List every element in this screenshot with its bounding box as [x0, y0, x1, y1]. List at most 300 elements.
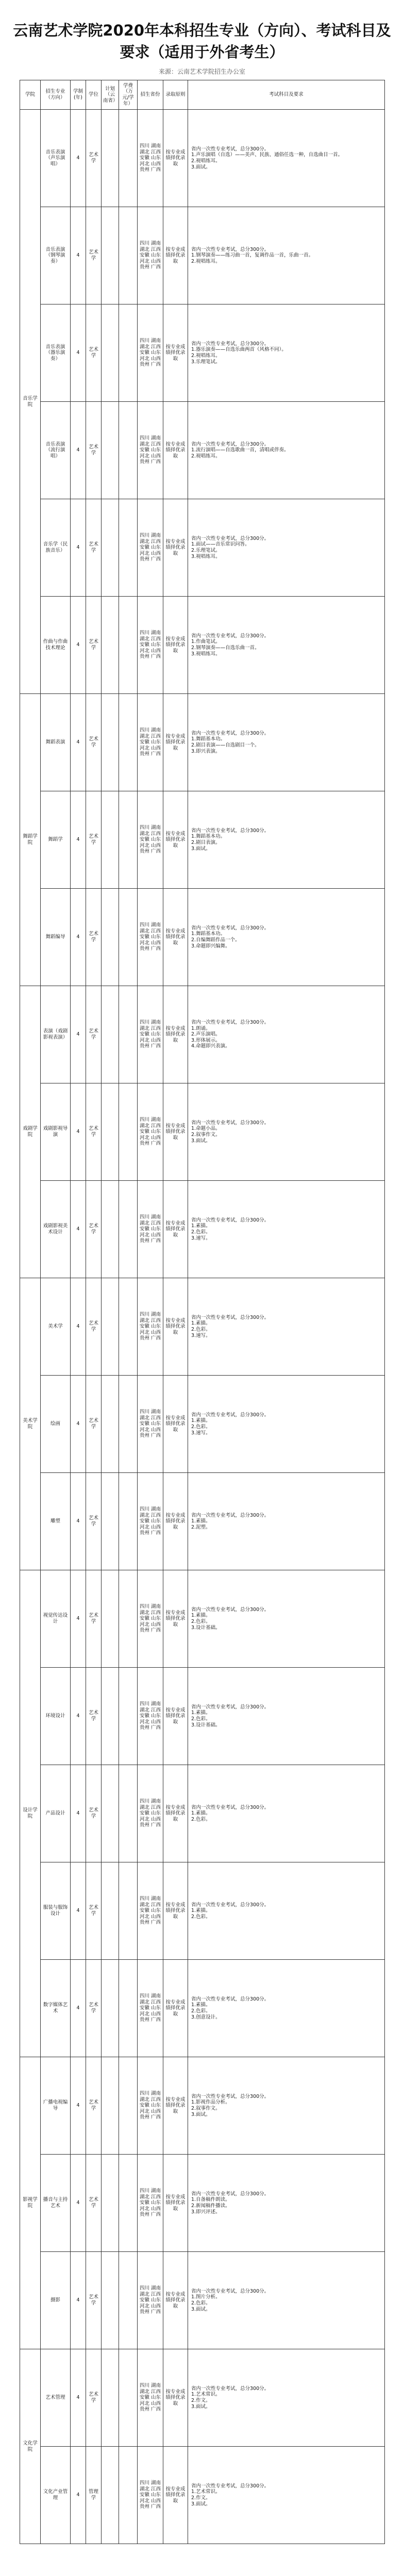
fee-cell — [119, 1278, 138, 1376]
requirement-line: 1.流行演唱——自选歌曲一首，清唱或伴奏。 — [191, 447, 289, 453]
plan-cell — [102, 2155, 119, 2252]
degree-cell: 艺术学 — [86, 597, 102, 694]
college-cell: 美术学院 — [20, 1278, 41, 1570]
plan-cell — [102, 1862, 119, 1960]
table-row — [20, 597, 385, 694]
table-row — [20, 1765, 385, 1862]
college-cell: 影视学院 — [20, 2057, 41, 2349]
fee-cell — [119, 110, 138, 207]
requirement-line: 2.色彩。 — [191, 1424, 211, 1430]
requirement-line: 2.新闻稿件播读。 — [191, 2203, 230, 2209]
requirement-line: 1.作曲笔试。 — [191, 639, 221, 645]
principle-cell: 按专业成绩择优录取 — [163, 2252, 188, 2349]
requirement-line: 2.剧目表演——自选剧目一个。 — [191, 742, 260, 748]
provinces-cell: 四川 湖南 湖北 江西 安徽 山东 河北 山西 贵州 广西 — [138, 1473, 163, 1570]
plan-cell — [102, 986, 119, 1083]
degree-cell: 艺术学 — [86, 694, 102, 791]
table-row — [20, 304, 385, 402]
provinces-cell: 四川 湖南 湖北 江西 安徽 山东 河北 山西 贵州 广西 — [138, 2057, 163, 2155]
years-cell: 4 — [71, 402, 86, 499]
principle-cell: 按专业成绩择优录取 — [163, 2155, 188, 2252]
degree-cell: 艺术学 — [86, 1083, 102, 1181]
column-header: 招生省份 — [138, 80, 163, 110]
requirement-line: 1.素描。 — [191, 1810, 211, 1817]
requirement-line: 1.声乐演唱（自选）——美声、民族、通俗任选一种，自选曲目一首。 — [191, 152, 343, 158]
table-row — [20, 1376, 385, 1473]
major-cell: 戏剧影视美术设计 — [41, 1181, 71, 1278]
fee-cell — [119, 889, 138, 986]
degree-cell: 艺术学 — [86, 1570, 102, 1668]
years-cell: 4 — [71, 1765, 86, 1862]
requirement-line: 省内一次性专业考试，总分300分。 — [191, 730, 270, 736]
requirement-line: 1.舞蹈基本功。 — [191, 834, 226, 840]
degree-cell: 艺术学 — [86, 889, 102, 986]
requirement-line: 3.速写。 — [191, 1430, 211, 1436]
column-header: 学院 — [20, 80, 41, 110]
table-row — [20, 499, 385, 597]
plan-cell — [102, 2349, 119, 2447]
degree-cell: 艺术学 — [86, 2057, 102, 2155]
requirement-line: 2.色彩。 — [191, 2300, 211, 2306]
requirements-cell — [188, 499, 385, 597]
provinces-cell: 四川 湖南 湖北 江西 安徽 山东 河北 山西 贵州 广西 — [138, 499, 163, 597]
major-cell: 广播电视编导 — [41, 2057, 71, 2155]
degree-cell: 艺术学 — [86, 1862, 102, 1960]
table-row — [20, 402, 385, 499]
degree-cell: 艺术学 — [86, 304, 102, 402]
years-cell: 4 — [71, 2252, 86, 2349]
table-row — [20, 1278, 385, 1376]
provinces-cell: 四川 湖南 湖北 江西 安徽 山东 河北 山西 贵州 广西 — [138, 1960, 163, 2057]
years-cell: 4 — [71, 986, 86, 1083]
fee-cell — [119, 1960, 138, 2057]
source-line: 来源：云南艺术学院招生办公室 — [158, 68, 245, 75]
requirements-cell — [188, 2447, 385, 2544]
years-cell: 4 — [71, 499, 86, 597]
degree-cell: 艺术学 — [86, 1278, 102, 1376]
years-cell: 4 — [71, 597, 86, 694]
major-cell: 雕塑 — [41, 1473, 71, 1570]
principle-cell: 按专业成绩择优录取 — [163, 1570, 188, 1668]
requirements-cell — [188, 1083, 385, 1181]
principle-cell: 按专业成绩择优录取 — [163, 110, 188, 207]
principle-cell: 按专业成绩择优录取 — [163, 1181, 188, 1278]
requirements-cell — [188, 1862, 385, 1960]
requirement-line: 3.命题即兴编舞。 — [191, 943, 230, 949]
requirement-line: 1.命题小品。 — [191, 1126, 221, 1132]
fee-cell — [119, 1570, 138, 1668]
years-cell: 4 — [71, 207, 86, 304]
requirement-line: 3.视唱练耳。 — [191, 553, 221, 560]
provinces-cell: 四川 湖南 湖北 江西 安徽 山东 河北 山西 贵州 广西 — [138, 889, 163, 986]
requirement-line: 3.即兴评述。 — [191, 2209, 221, 2215]
fee-cell — [119, 2057, 138, 2155]
requirement-line: 3.面试。 — [191, 1138, 211, 1144]
requirement-line: 3.创意设计。 — [191, 2014, 221, 2020]
requirements-cell — [188, 889, 385, 986]
column-header: 考试科目及要求 — [188, 80, 385, 110]
table-row — [20, 1181, 385, 1278]
fee-cell — [119, 2252, 138, 2349]
degree-cell: 艺术学 — [86, 1376, 102, 1473]
requirement-line: 1.素描。 — [191, 1223, 211, 1229]
principle-cell: 按专业成绩择优录取 — [163, 402, 188, 499]
requirement-line: 省内一次性专业考试，总分300分。 — [191, 2385, 270, 2392]
years-cell: 4 — [71, 110, 86, 207]
requirements-cell — [188, 1765, 385, 1862]
requirement-line: 2.叙事作文。 — [191, 1132, 221, 1138]
provinces-cell: 四川 湖南 湖北 江西 安徽 山东 河北 山西 贵州 广西 — [138, 2252, 163, 2349]
years-cell: 4 — [71, 1376, 86, 1473]
major-cell: 音乐表演（流行演唱） — [41, 402, 71, 499]
major-cell: 播音与主持艺术 — [41, 2155, 71, 2252]
requirements-cell — [188, 110, 385, 207]
admission-table — [20, 80, 385, 2544]
fee-cell — [119, 1083, 138, 1181]
table-row — [20, 2057, 385, 2155]
provinces-cell: 四川 湖南 湖北 江西 安徽 山东 河北 山西 贵州 广西 — [138, 1278, 163, 1376]
degree-cell: 艺术学 — [86, 1668, 102, 1765]
degree-cell: 艺术学 — [86, 986, 102, 1083]
college-cell: 文化学院 — [20, 2349, 41, 2544]
requirement-line: 省内一次性专业考试，总分300分。 — [191, 2191, 270, 2197]
major-cell: 文化产业管理 — [41, 2447, 71, 2544]
major-cell: 摄影 — [41, 2252, 71, 2349]
years-cell: 4 — [71, 2057, 86, 2155]
major-cell: 戏剧影视导演 — [41, 1083, 71, 1181]
fee-cell — [119, 499, 138, 597]
requirement-line: 1.素描。 — [191, 1908, 211, 1914]
plan-cell — [102, 694, 119, 791]
major-cell: 美术学 — [41, 1278, 71, 1376]
provinces-cell: 四川 湖南 湖北 江西 安徽 山东 河北 山西 贵州 广西 — [138, 597, 163, 694]
requirement-line: 1.钢琴演奏——练习曲一首，复调作品一首，乐曲一首。 — [191, 252, 314, 259]
fee-cell — [119, 304, 138, 402]
plan-cell — [102, 1570, 119, 1668]
provinces-cell: 四川 湖南 湖北 江西 安徽 山东 河北 山西 贵州 广西 — [138, 1376, 163, 1473]
column-header: 学制(年) — [71, 80, 86, 110]
principle-cell: 按专业成绩择优录取 — [163, 1765, 188, 1862]
requirement-line: 1.自备稿件朗读。 — [191, 2197, 230, 2203]
major-cell: 音乐表演（钢琴演奏） — [41, 207, 71, 304]
requirement-line: 省内一次性专业考试，总分300分。 — [191, 827, 270, 834]
principle-cell: 按专业成绩择优录取 — [163, 207, 188, 304]
years-cell: 4 — [71, 2447, 86, 2544]
years-cell: 4 — [71, 791, 86, 889]
fee-cell — [119, 1765, 138, 1862]
requirement-line: 2.色彩。 — [191, 1913, 211, 1920]
requirements-cell — [188, 694, 385, 791]
requirements-cell — [188, 1278, 385, 1376]
requirements-cell — [188, 597, 385, 694]
requirement-line: 2.叙事作文。 — [191, 2106, 221, 2111]
major-cell: 音乐表演（器乐演奏） — [41, 304, 71, 402]
requirement-line: 2.色彩。 — [191, 1619, 211, 1624]
requirement-line: 省内一次性专业考试，总分300分。 — [191, 1217, 270, 1223]
requirements-cell — [188, 304, 385, 402]
requirement-line: 1.素描。 — [191, 1320, 211, 1327]
requirement-line: 省内一次性专业考试，总分300分。 — [191, 1120, 270, 1126]
table-row — [20, 1862, 385, 1960]
requirement-line: 1.舞蹈基本功。 — [191, 736, 226, 742]
fee-cell — [119, 597, 138, 694]
requirement-line: 1.素描。 — [191, 2002, 211, 2008]
table-row — [20, 1570, 385, 1668]
principle-cell: 按专业成绩择优录取 — [163, 1376, 188, 1473]
requirements-cell — [188, 1960, 385, 2057]
years-cell: 4 — [71, 1862, 86, 1960]
major-cell: 服装与服饰设计 — [41, 1862, 71, 1960]
column-header: 计划（云南省） — [102, 80, 119, 110]
years-cell: 4 — [71, 2155, 86, 2252]
table-row — [20, 986, 385, 1083]
plan-cell — [102, 402, 119, 499]
table-row — [20, 207, 385, 304]
requirement-line: 3.即兴表演。 — [191, 748, 221, 754]
fee-cell — [119, 694, 138, 791]
requirement-line: 3.面试。 — [191, 2111, 211, 2117]
degree-cell: 艺术学 — [86, 402, 102, 499]
requirement-line: 2.视唱练耳。 — [191, 453, 221, 459]
degree-cell: 艺术学 — [86, 499, 102, 597]
requirement-line: 省内一次性专业考试，总分300分。 — [191, 146, 270, 152]
requirement-line: 2.视唱练耳。 — [191, 158, 221, 164]
requirements-cell — [188, 1181, 385, 1278]
plan-cell — [102, 304, 119, 402]
plan-cell — [102, 1278, 119, 1376]
major-cell: 作曲与作曲技术理论 — [41, 597, 71, 694]
degree-cell: 艺术学 — [86, 1181, 102, 1278]
plan-cell — [102, 889, 119, 986]
requirement-line: 3.面试。 — [191, 2501, 211, 2507]
fee-cell — [119, 986, 138, 1083]
fee-cell — [119, 2349, 138, 2447]
requirements-cell — [188, 1570, 385, 1668]
degree-cell: 艺术学 — [86, 207, 102, 304]
requirement-line: 1.素描。 — [191, 1710, 211, 1716]
principle-cell: 按专业成绩择优录取 — [163, 1960, 188, 2057]
degree-cell: 艺术学 — [86, 110, 102, 207]
requirement-line: 省内一次性专业考试，总分300分。 — [191, 2483, 270, 2489]
table-row — [20, 889, 385, 986]
provinces-cell: 四川 湖南 湖北 江西 安徽 山东 河北 山西 贵州 广西 — [138, 1083, 163, 1181]
years-cell: 4 — [71, 1181, 86, 1278]
plan-cell — [102, 1960, 119, 2057]
major-cell: 数字媒体艺术 — [41, 1960, 71, 2057]
fee-cell — [119, 1473, 138, 1570]
table-row — [20, 2349, 385, 2447]
requirement-line: 省内一次性专业考试，总分300分。 — [191, 341, 270, 347]
requirement-line: 3.乐理笔试。 — [191, 359, 221, 365]
requirements-cell — [188, 1668, 385, 1765]
years-cell: 4 — [71, 1083, 86, 1181]
fee-cell — [119, 1376, 138, 1473]
requirement-line: 2.色彩。 — [191, 1229, 211, 1235]
principle-cell: 按专业成绩择优录取 — [163, 597, 188, 694]
requirement-line: 2.色彩。 — [191, 1716, 211, 1722]
requirement-line: 2.作文。 — [191, 2398, 211, 2403]
table-row — [20, 1473, 385, 1570]
principle-cell: 按专业成绩择优录取 — [163, 694, 188, 791]
degree-cell: 艺术学 — [86, 1765, 102, 1862]
fee-cell — [119, 2447, 138, 2544]
years-cell: 4 — [71, 304, 86, 402]
requirement-line: 省内一次性专业考试，总分300分。 — [191, 2093, 270, 2099]
page-title: 云南艺术学院2020年本科招生专业（方向）、考试科目及要求（适用于外省考生） — [13, 22, 391, 61]
plan-cell — [102, 1668, 119, 1765]
requirement-line: 1.器乐演奏——自选乐曲两首（风格不同）。 — [191, 347, 287, 353]
requirement-line: 2.作文。 — [191, 2495, 211, 2501]
provinces-cell: 四川 湖南 湖北 江西 安徽 山东 河北 山西 贵州 广西 — [138, 791, 163, 889]
table-row — [20, 1960, 385, 2057]
major-cell: 绘画 — [41, 1376, 71, 1473]
major-cell: 舞蹈编导 — [41, 889, 71, 986]
degree-cell: 艺术学 — [86, 2252, 102, 2349]
principle-cell: 按专业成绩择优录取 — [163, 2349, 188, 2447]
table-row — [20, 2252, 385, 2349]
plan-cell — [102, 499, 119, 597]
requirement-line: 2.乐理笔试。 — [191, 548, 221, 553]
provinces-cell: 四川 湖南 湖北 江西 安徽 山东 河北 山西 贵州 广西 — [138, 1668, 163, 1765]
requirement-line: 1.素描。 — [191, 1613, 211, 1619]
requirement-line: 1.面试——音乐常识问答。 — [191, 541, 250, 548]
requirement-line: 2.剧目表演。 — [191, 840, 221, 845]
provinces-cell: 四川 湖南 湖北 江西 安徽 山东 河北 山西 贵州 广西 — [138, 1181, 163, 1278]
college-cell: 音乐学院 — [20, 110, 41, 694]
requirements-cell — [188, 2252, 385, 2349]
table-row — [20, 2155, 385, 2252]
plan-cell — [102, 2447, 119, 2544]
requirement-line: 2.自编舞蹈作品一个。 — [191, 937, 240, 943]
years-cell: 4 — [71, 694, 86, 791]
requirement-line: 3.设计基础。 — [191, 1722, 221, 1728]
provinces-cell: 四川 湖南 湖北 江西 安徽 山东 河北 山西 贵州 广西 — [138, 2155, 163, 2252]
requirement-line: 2.声乐演唱。 — [191, 1031, 221, 1038]
requirements-cell — [188, 402, 385, 499]
major-cell: 音乐表演（声乐演唱） — [41, 110, 71, 207]
plan-cell — [102, 2252, 119, 2349]
requirement-line: 省内一次性专业考试，总分300分。 — [191, 1704, 270, 1710]
requirement-line: 1.艺术常识。 — [191, 2392, 221, 2398]
requirements-cell — [188, 2349, 385, 2447]
plan-cell — [102, 1083, 119, 1181]
fee-cell — [119, 1181, 138, 1278]
plan-cell — [102, 1181, 119, 1278]
provinces-cell: 四川 湖南 湖北 江西 安徽 山东 河北 山西 贵州 广西 — [138, 110, 163, 207]
fee-cell — [119, 2155, 138, 2252]
requirement-line: 省内一次性专业考试，总分300分。 — [191, 1020, 270, 1026]
principle-cell: 按专业成绩择优录取 — [163, 304, 188, 402]
requirement-line: 1.朗诵。 — [191, 1025, 211, 1031]
provinces-cell: 四川 湖南 湖北 江西 安徽 山东 河北 山西 贵州 广西 — [138, 2447, 163, 2544]
requirement-line: 1.图片分析。 — [191, 2294, 221, 2300]
requirement-line: 省内一次性专业考试，总分300分。 — [191, 535, 270, 541]
plan-cell — [102, 1765, 119, 1862]
principle-cell: 按专业成绩择优录取 — [163, 1473, 188, 1570]
principle-cell: 按专业成绩择优录取 — [163, 1668, 188, 1765]
fee-cell — [119, 207, 138, 304]
provinces-cell: 四川 湖南 湖北 江西 安徽 山东 河北 山西 贵州 广西 — [138, 986, 163, 1083]
requirement-line: 2.色彩。 — [191, 1327, 211, 1332]
provinces-cell: 四川 湖南 湖北 江西 安徽 山东 河北 山西 贵州 广西 — [138, 402, 163, 499]
table-row — [20, 694, 385, 791]
requirements-cell — [188, 791, 385, 889]
requirement-line: 省内一次性专业考试，总分300分。 — [191, 633, 270, 639]
plan-cell — [102, 2057, 119, 2155]
requirement-line: 省内一次性专业考试，总分300分。 — [191, 1512, 270, 1518]
requirement-line: 3.面试。 — [191, 845, 211, 852]
major-cell: 视觉传达设计 — [41, 1570, 71, 1668]
provinces-cell: 四川 湖南 湖北 江西 安徽 山东 河北 山西 贵州 广西 — [138, 1765, 163, 1862]
principle-cell: 按专业成绩择优录取 — [163, 2447, 188, 2544]
requirement-line: 1.舞蹈基本功。 — [191, 931, 226, 937]
degree-cell: 艺术学 — [86, 791, 102, 889]
requirements-cell — [188, 1376, 385, 1473]
requirement-line: 省内一次性专业考试，总分300分。 — [191, 441, 270, 447]
provinces-cell: 四川 湖南 湖北 江西 安徽 山东 河北 山西 贵州 广西 — [138, 694, 163, 791]
principle-cell: 按专业成绩择优录取 — [163, 1278, 188, 1376]
requirements-cell — [188, 2057, 385, 2155]
plan-cell — [102, 110, 119, 207]
column-header: 学费（万元/学年） — [119, 80, 138, 110]
requirement-line: 1.影视作品分析。 — [191, 2099, 230, 2106]
years-cell: 4 — [71, 889, 86, 986]
provinces-cell: 四川 湖南 湖北 江西 安徽 山东 河北 山西 贵州 广西 — [138, 207, 163, 304]
major-cell: 艺术管理 — [41, 2349, 71, 2447]
table-header-row — [20, 80, 385, 110]
years-cell: 4 — [71, 1668, 86, 1765]
plan-cell — [102, 207, 119, 304]
principle-cell: 按专业成绩择优录取 — [163, 889, 188, 986]
requirement-line: 省内一次性专业考试，总分300分。 — [191, 1606, 270, 1613]
provinces-cell: 四川 湖南 湖北 江西 安徽 山东 河北 山西 贵州 广西 — [138, 2349, 163, 2447]
principle-cell: 按专业成绩择优录取 — [163, 1083, 188, 1181]
requirement-line: 3.面试。 — [191, 164, 211, 170]
requirement-line: 2.色彩。 — [191, 2008, 211, 2014]
fee-cell — [119, 402, 138, 499]
requirement-line: 省内一次性专业考试，总分300分。 — [191, 1804, 270, 1810]
degree-cell: 艺术学 — [86, 1473, 102, 1570]
provinces-cell: 四川 湖南 湖北 江西 安徽 山东 河北 山西 贵州 广西 — [138, 1570, 163, 1668]
college-cell: 设计学院 — [20, 1570, 41, 2057]
requirement-line: 4.命题即兴表演。 — [191, 1043, 230, 1049]
column-header: 录取原则 — [163, 80, 188, 110]
requirement-line: 1.艺术常识。 — [191, 2489, 221, 2495]
requirement-line: 3.形体展示。 — [191, 1037, 221, 1043]
degree-cell: 艺术学 — [86, 2155, 102, 2252]
requirement-line: 1.素描。 — [191, 1518, 211, 1524]
years-cell: 4 — [71, 2349, 86, 2447]
requirement-line: 2.色彩。 — [191, 1816, 211, 1822]
table-row — [20, 1083, 385, 1181]
degree-cell: 艺术学 — [86, 1960, 102, 2057]
requirement-line: 2.钢琴演奏——自选乐曲一首。 — [191, 645, 260, 651]
provinces-cell: 四川 湖南 湖北 江西 安徽 山东 河北 山西 贵州 广西 — [138, 1862, 163, 1960]
requirements-cell — [188, 1473, 385, 1570]
requirement-line: 3.设计基础。 — [191, 1624, 221, 1631]
major-cell: 音乐学（民族音乐） — [41, 499, 71, 597]
principle-cell: 按专业成绩择优录取 — [163, 499, 188, 597]
principle-cell: 按专业成绩择优录取 — [163, 791, 188, 889]
table-row — [20, 2447, 385, 2544]
table-row — [20, 110, 385, 207]
college-cell: 舞蹈学院 — [20, 694, 41, 986]
requirement-line: 省内一次性专业考试，总分300分。 — [191, 2288, 270, 2294]
major-cell: 舞蹈表演 — [41, 694, 71, 791]
provinces-cell: 四川 湖南 湖北 江西 安徽 山东 河北 山西 贵州 广西 — [138, 304, 163, 402]
requirement-line: 省内一次性专业考试，总分300分。 — [191, 1412, 270, 1418]
principle-cell: 按专业成绩择优录取 — [163, 986, 188, 1083]
